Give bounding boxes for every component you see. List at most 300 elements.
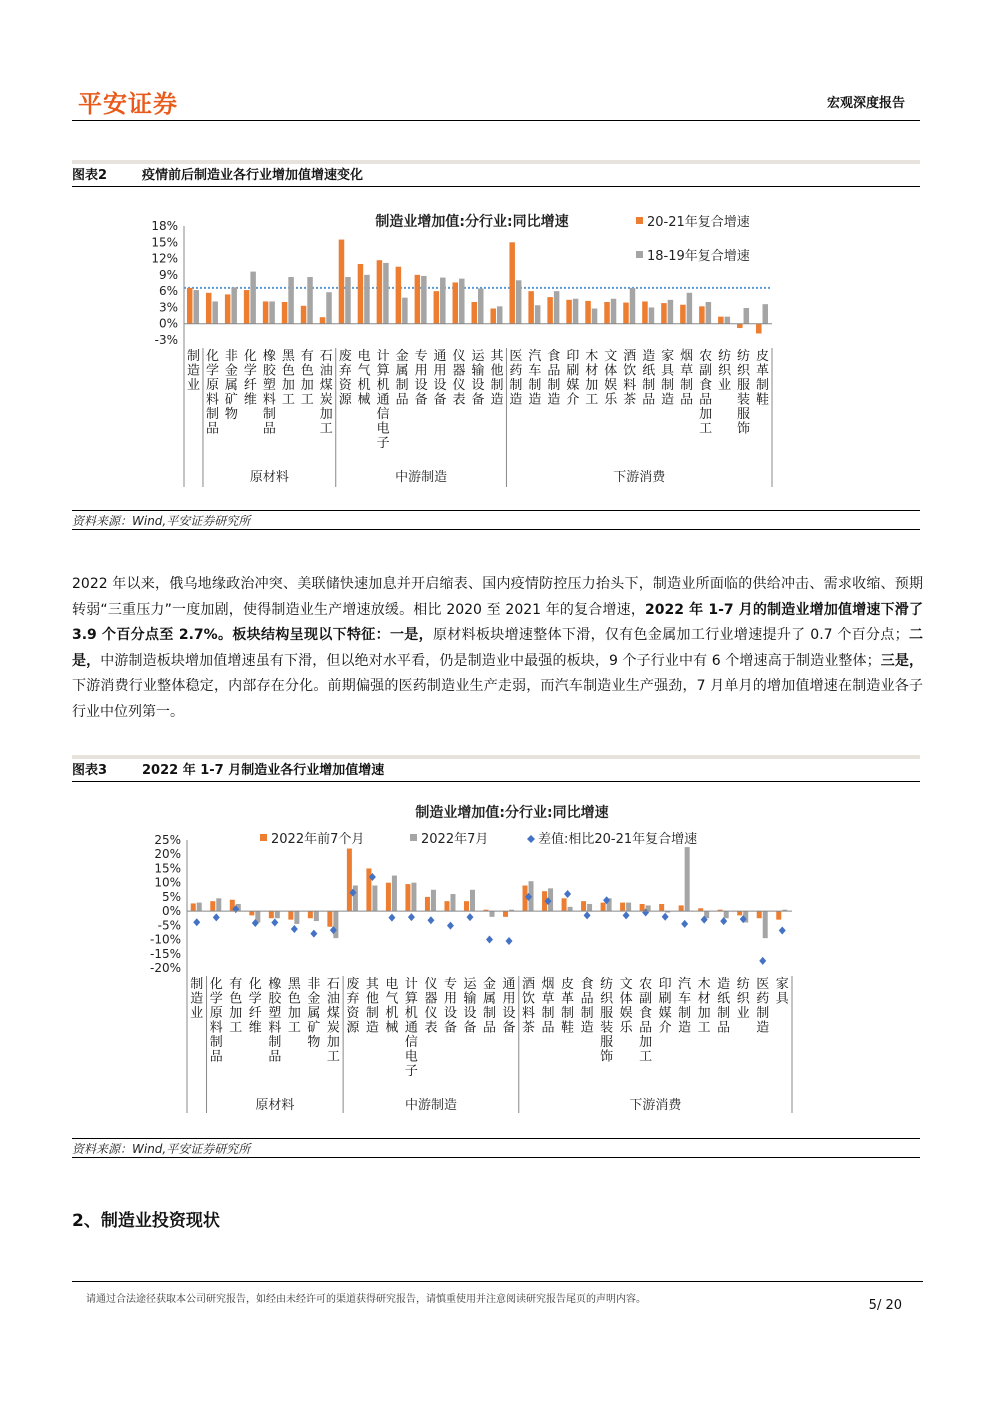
bar-b <box>706 302 712 324</box>
bar-a <box>377 260 383 324</box>
category-label-char: 计 <box>376 349 390 364</box>
category-label-char: 器 <box>452 363 466 379</box>
bar-b <box>687 293 693 324</box>
bar-a <box>718 317 724 324</box>
y-tick-label: 9% <box>158 267 178 282</box>
figure3-caption <box>72 759 384 778</box>
category-label-char: 专 <box>414 349 428 364</box>
bar-b <box>611 299 617 324</box>
bar-b <box>345 277 351 324</box>
category-label-char: 制 <box>509 378 523 393</box>
category-label-char: 汽 <box>528 349 542 364</box>
legend-label: 差值:相比20-21年复合增速 <box>538 832 698 847</box>
category-label-char: 汽 <box>678 977 692 992</box>
bar-a <box>562 898 567 911</box>
category-label-char: 造 <box>528 392 542 408</box>
category-label-char: 业 <box>718 378 732 393</box>
y-tick-label: 15% <box>151 235 178 250</box>
diff-marker <box>271 918 278 926</box>
category-label-char: 资 <box>346 1006 360 1021</box>
legend-swatch <box>636 217 643 224</box>
diff-marker <box>427 916 434 924</box>
bar-a <box>269 911 274 918</box>
category-label-char: 备 <box>414 392 428 408</box>
category-label-char: 品 <box>541 1020 555 1036</box>
diff-marker <box>408 913 415 921</box>
category-label-char: 织 <box>718 363 732 379</box>
category-label-char: 具 <box>661 363 675 379</box>
category-label-char: 金 <box>224 363 238 379</box>
bar-a <box>737 911 742 915</box>
category-label-char: 业 <box>736 1006 750 1021</box>
category-label-char: 金 <box>307 991 321 1007</box>
category-label-char: 化 <box>248 977 262 992</box>
bar-a <box>464 901 469 911</box>
category-label-char: 医 <box>756 977 770 992</box>
category-label-char: 弃 <box>346 991 360 1007</box>
bar-b <box>630 288 636 324</box>
legend-label: 2022年7月 <box>421 832 489 847</box>
category-label-char: 属 <box>224 378 238 393</box>
category-label-char: 制 <box>561 1006 575 1021</box>
category-label-char: 娱 <box>604 378 618 393</box>
bar-b <box>554 291 560 324</box>
diff-marker <box>779 926 786 934</box>
category-label-char: 非 <box>307 977 321 992</box>
category-label-char: 仪 <box>452 378 466 393</box>
category-label-char: 塑 <box>268 1006 282 1021</box>
category-label-char: 输 <box>471 363 485 379</box>
category-label-char: 农 <box>699 349 713 364</box>
bar-a <box>659 904 664 911</box>
bar-a <box>661 303 667 324</box>
category-label-char: 革 <box>561 991 575 1007</box>
category-label-char: 加 <box>287 1006 301 1021</box>
category-label-char: 草 <box>541 991 555 1007</box>
category-label-char: 加 <box>229 1006 243 1021</box>
bar-a <box>444 901 449 911</box>
bar-a <box>642 301 648 323</box>
category-label-char: 品 <box>262 421 276 437</box>
category-label-char: 造 <box>547 392 561 408</box>
bar-a <box>566 300 572 324</box>
category-label-char: 工 <box>326 1049 340 1065</box>
category-label-char: 加 <box>639 1035 653 1050</box>
category-label-char: 仪 <box>452 349 466 364</box>
category-label-char: 车 <box>528 363 542 379</box>
bar-b <box>269 301 275 323</box>
category-label-char: 副 <box>639 991 653 1007</box>
category-label-char: 木 <box>697 977 711 992</box>
category-label-char: 食 <box>547 349 561 364</box>
body-paragraph <box>72 572 923 725</box>
bar-a <box>585 301 591 324</box>
bar-a <box>249 911 254 915</box>
category-label-char: 茶 <box>623 392 637 408</box>
category-label-char: 料 <box>205 392 219 408</box>
category-label-char: 体 <box>604 363 618 379</box>
y-tick-label: 6% <box>158 284 178 299</box>
bar-b <box>516 280 522 323</box>
category-label-char: 文 <box>604 349 618 364</box>
bar-b <box>490 911 495 917</box>
header-divider <box>72 120 920 121</box>
category-label-char: 饮 <box>623 363 637 379</box>
category-label-char: 制 <box>528 378 542 393</box>
category-label-char: 设 <box>414 378 428 393</box>
figure2-title: 疫情前后制造业各行业增加值增速变化 <box>142 168 364 183</box>
category-label-char: 通 <box>502 977 516 992</box>
category-label-char: 材 <box>697 991 711 1007</box>
category-label-char: 木 <box>585 349 599 364</box>
category-label-char: 通 <box>433 349 447 364</box>
category-label-char: 备 <box>471 392 485 408</box>
category-label-char: 制 <box>205 407 219 422</box>
category-label-char: 织 <box>600 991 614 1007</box>
category-label-char: 黑 <box>281 349 295 364</box>
category-label-char: 学 <box>243 363 257 379</box>
category-label-char: 有 <box>300 349 314 364</box>
figure2-bottom-rule <box>72 510 920 511</box>
bar-b <box>592 309 598 324</box>
category-label-char: 备 <box>502 1020 516 1036</box>
category-label-char: 备 <box>463 1020 477 1036</box>
category-label-char: 酒 <box>522 977 536 992</box>
bar-b <box>231 287 237 323</box>
category-label-char: 子 <box>404 1064 418 1079</box>
category-label-char: 设 <box>433 378 447 393</box>
category-label-char: 仪 <box>424 1006 438 1021</box>
figure3-title: 2022 年 1-7 月制造业各行业增加值增速 <box>142 763 385 778</box>
category-label-char: 品 <box>717 1020 731 1036</box>
category-label-char: 医 <box>509 349 523 364</box>
diff-marker <box>193 918 200 926</box>
bar-b <box>725 317 731 324</box>
bar-b <box>459 279 465 324</box>
category-label-char: 造 <box>678 1020 692 1036</box>
category-label-char: 药 <box>756 991 770 1007</box>
category-label-char: 酒 <box>623 349 637 364</box>
category-label-char: 食 <box>699 378 713 393</box>
group-label: 中游制造 <box>395 470 448 485</box>
category-label-char: 业 <box>190 1006 204 1021</box>
category-label-char: 金 <box>395 349 409 364</box>
category-label-char: 制 <box>395 378 409 393</box>
bar-a <box>776 911 781 920</box>
bar-b <box>193 290 199 324</box>
category-label-char: 器 <box>424 991 438 1007</box>
bar-b <box>197 903 202 912</box>
bar-a <box>263 301 269 323</box>
category-label-char: 色 <box>281 363 295 379</box>
bar-a <box>604 302 610 324</box>
category-label-char: 他 <box>365 991 379 1007</box>
category-label-char: 农 <box>639 977 653 992</box>
category-label-char: 加 <box>326 1035 340 1050</box>
category-label-char: 鞋 <box>561 1020 575 1036</box>
category-label-char: 用 <box>502 991 516 1007</box>
bar-b <box>470 890 475 911</box>
category-label-char: 造 <box>190 991 204 1007</box>
category-label-char: 金 <box>482 977 497 992</box>
category-label-char: 非 <box>224 349 238 364</box>
diff-marker <box>213 913 220 921</box>
bar-a <box>206 293 212 324</box>
category-label-char: 料 <box>209 1020 223 1036</box>
category-label-char: 工 <box>699 421 713 437</box>
category-label-char: 信 <box>404 1035 418 1050</box>
category-label-char: 油 <box>319 363 333 379</box>
category-label-char: 制 <box>756 1006 770 1021</box>
category-label-char: 工 <box>319 421 333 437</box>
bar-b <box>478 288 484 323</box>
category-label-char: 制 <box>268 1035 282 1050</box>
category-label-char: 工 <box>287 1020 301 1036</box>
bar-a <box>640 904 645 911</box>
para-bold-2: 二是， <box>72 627 923 669</box>
category-label-char: 表 <box>424 1020 438 1036</box>
category-label-char: 矿 <box>224 392 238 408</box>
section-heading: 2、制造业投资现状 <box>72 1211 220 1231</box>
y-tick-label: 0% <box>161 904 181 919</box>
category-label-char: 色 <box>287 991 301 1007</box>
bar-a <box>405 884 410 911</box>
y-tick-label: -5% <box>157 918 181 933</box>
category-label-char: 服 <box>600 1035 614 1050</box>
category-label-char: 物 <box>224 407 238 422</box>
figure3-chart <box>72 786 920 1138</box>
bar-a <box>699 306 705 323</box>
category-label-char: 烟 <box>541 977 555 992</box>
category-label-char: 仪 <box>424 977 438 992</box>
figure3-source: 资料来源：Wind,平安证券研究所 <box>72 1142 251 1156</box>
category-label-char: 饰 <box>600 1049 614 1065</box>
category-label-char: 加 <box>697 1006 711 1021</box>
category-label-char: 胶 <box>268 991 282 1007</box>
category-label-char: 料 <box>623 378 637 393</box>
category-label-char: 造 <box>661 392 675 408</box>
diff-marker <box>584 911 591 919</box>
category-label-char: 纤 <box>248 1006 262 1021</box>
category-label-char: 品 <box>268 1049 282 1065</box>
category-label-char: 造 <box>186 363 200 379</box>
category-label-char: 制 <box>482 1006 497 1021</box>
category-label-char: 表 <box>452 392 466 408</box>
category-label-char: 胶 <box>262 363 276 379</box>
bar-b <box>450 894 455 911</box>
bar-a <box>358 264 364 324</box>
bar-b <box>353 886 358 912</box>
bar-a <box>282 302 288 324</box>
category-label-char: 输 <box>463 991 477 1007</box>
category-label-char: 具 <box>775 991 789 1007</box>
category-label-char: 源 <box>338 392 352 408</box>
bar-a <box>679 905 684 911</box>
group-label: 中游制造 <box>404 1098 457 1113</box>
group-label: 下游消费 <box>629 1098 682 1113</box>
category-label-char: 造 <box>490 392 504 408</box>
category-label-char: 其 <box>365 977 379 992</box>
category-label-char: 废 <box>346 977 360 992</box>
bar-b <box>626 903 631 912</box>
category-label-char: 工 <box>300 392 314 408</box>
category-label-char: 造 <box>756 1020 770 1036</box>
category-label-char: 皮 <box>561 977 575 992</box>
category-label-char: 计 <box>404 977 418 992</box>
category-label-char: 制 <box>642 378 656 393</box>
diff-marker <box>759 957 766 965</box>
bar-b <box>421 276 427 324</box>
category-label-char: 制 <box>490 378 504 393</box>
category-label-char: 工 <box>281 392 295 408</box>
bar-b <box>333 911 338 938</box>
category-label-char: 属 <box>482 991 497 1007</box>
bar-b <box>587 904 592 911</box>
category-label-char: 纸 <box>642 363 656 379</box>
bar-b <box>288 277 294 324</box>
category-label-char: 造 <box>717 977 731 992</box>
bar-a <box>509 242 515 323</box>
figure3-bottom-rule <box>72 1138 920 1139</box>
category-label-char: 用 <box>443 991 457 1007</box>
diff-marker <box>681 920 688 928</box>
bar-a <box>396 267 402 324</box>
category-label-char: 家 <box>775 977 789 992</box>
category-label-char: 家 <box>661 349 675 364</box>
category-label-char: 学 <box>205 363 219 379</box>
bar-b <box>402 298 408 324</box>
category-label-char: 造 <box>509 392 523 408</box>
category-label-char: 制 <box>547 378 561 393</box>
bar-a <box>301 306 307 324</box>
category-label-char: 品 <box>580 991 594 1007</box>
bar-b <box>440 278 446 324</box>
bar-b <box>275 911 280 918</box>
category-label-char: 学 <box>248 991 262 1007</box>
category-label-char: 源 <box>346 1020 360 1036</box>
category-label-char: 通 <box>404 1020 418 1036</box>
category-label-char: 品 <box>639 1020 653 1036</box>
category-label-char: 服 <box>600 1006 614 1021</box>
category-label-char: 属 <box>395 363 409 379</box>
category-label-char: 纺 <box>718 349 732 364</box>
company-logo: 平安证券 <box>78 90 178 118</box>
category-label-char: 设 <box>463 1006 477 1021</box>
figure2-source: 资料来源：Wind,平安证券研究所 <box>72 514 251 528</box>
diff-marker <box>310 930 317 938</box>
category-label-char: 色 <box>229 991 243 1007</box>
category-label-char: 化 <box>209 977 223 992</box>
category-label-char: 学 <box>209 991 223 1007</box>
category-label-char: 信 <box>376 407 390 422</box>
category-label-char: 纤 <box>243 378 257 393</box>
category-label-char: 制 <box>209 1035 223 1050</box>
bar-a <box>366 868 371 911</box>
category-label-char: 设 <box>443 1006 457 1021</box>
bar-b <box>744 308 750 324</box>
category-label-char: 机 <box>385 1006 399 1021</box>
category-label-char: 料 <box>522 1006 536 1021</box>
category-label-char: 服 <box>737 407 751 422</box>
category-label-char: 原 <box>209 1006 223 1021</box>
bar-a <box>386 883 391 911</box>
category-label-char: 品 <box>209 1049 223 1065</box>
bar-a <box>225 294 231 323</box>
y-tick-label: 5% <box>161 889 181 904</box>
bar-a <box>528 291 534 324</box>
category-label-char: 乐 <box>619 1020 633 1036</box>
bar-a <box>757 911 762 918</box>
figure3-source-rule <box>72 1157 920 1158</box>
category-label-char: 制 <box>186 349 200 364</box>
figure2-source-rule <box>72 529 920 530</box>
diff-marker <box>623 911 630 919</box>
category-label-char: 造 <box>642 349 656 364</box>
category-label-char: 品 <box>205 421 219 437</box>
legend-swatch <box>260 834 267 841</box>
diff-marker <box>506 937 513 945</box>
para-text-2: 原材料板块增速整体下滑，仅有色金属加工行业增速提升了 0.7 个百分点； <box>432 627 909 643</box>
bar-a <box>680 305 686 324</box>
category-label-char: 制 <box>680 378 694 393</box>
category-label-char: 纺 <box>737 349 751 364</box>
category-label-char: 介 <box>566 392 580 408</box>
category-label-char: 乐 <box>604 392 618 408</box>
category-label-char: 设 <box>502 1006 516 1021</box>
category-label-char: 烟 <box>680 349 694 364</box>
category-label-char: 加 <box>281 378 295 393</box>
category-label-char: 色 <box>300 363 314 379</box>
category-label-char: 织 <box>737 363 751 379</box>
category-label-char: 运 <box>463 977 477 992</box>
category-label-char: 废 <box>338 349 352 364</box>
category-label-char: 纸 <box>717 991 731 1007</box>
category-label-char: 介 <box>658 1020 672 1036</box>
category-label-char: 电 <box>404 1049 418 1065</box>
category-label-char: 加 <box>699 407 713 422</box>
category-label-char: 造 <box>365 1020 379 1036</box>
category-label-char: 造 <box>580 1020 594 1036</box>
category-label-char: 制 <box>756 378 770 393</box>
category-label-char: 制 <box>365 1006 379 1021</box>
para-bold-1: 2022 年 1-7 月的制造业增加值增速下滑了 3.9 个百分点至 2.7%。板块结构呈现以下特征：一是， <box>72 601 923 643</box>
y-tick-label: -15% <box>149 946 181 961</box>
bar-b <box>364 275 370 324</box>
category-label-char: 皮 <box>756 349 770 364</box>
diff-marker <box>662 913 669 921</box>
figure2-top-rule <box>72 186 920 187</box>
bar-a <box>210 901 215 911</box>
bar-b <box>568 907 573 911</box>
category-label-char: 电 <box>385 977 399 992</box>
category-label-char: 制 <box>262 407 276 422</box>
category-label-char: 煤 <box>326 1006 340 1021</box>
category-label-char: 品 <box>642 392 656 408</box>
bar-a <box>472 302 478 324</box>
legend-label: 20-21年复合增速 <box>647 215 750 230</box>
y-tick-label: 15% <box>154 861 181 876</box>
bar-a <box>415 275 421 324</box>
bar-b <box>535 305 541 323</box>
bar-b <box>212 301 218 323</box>
chart-title: 制造业增加值:分行业:同比增速 <box>375 214 569 230</box>
diff-marker <box>720 917 727 925</box>
category-label-char: 业 <box>186 378 200 393</box>
category-label-char: 他 <box>490 363 504 379</box>
para-text-4: 下游消费行业整体稳定，内部存在分化。前期偏强的医药制造业生产走弱，而汽车制造业生产强劲，7 月单月的增加值增速在制造业各子行业中位列第一。 <box>72 678 923 720</box>
category-label-char: 维 <box>243 392 257 408</box>
category-label-char: 弃 <box>338 363 352 379</box>
